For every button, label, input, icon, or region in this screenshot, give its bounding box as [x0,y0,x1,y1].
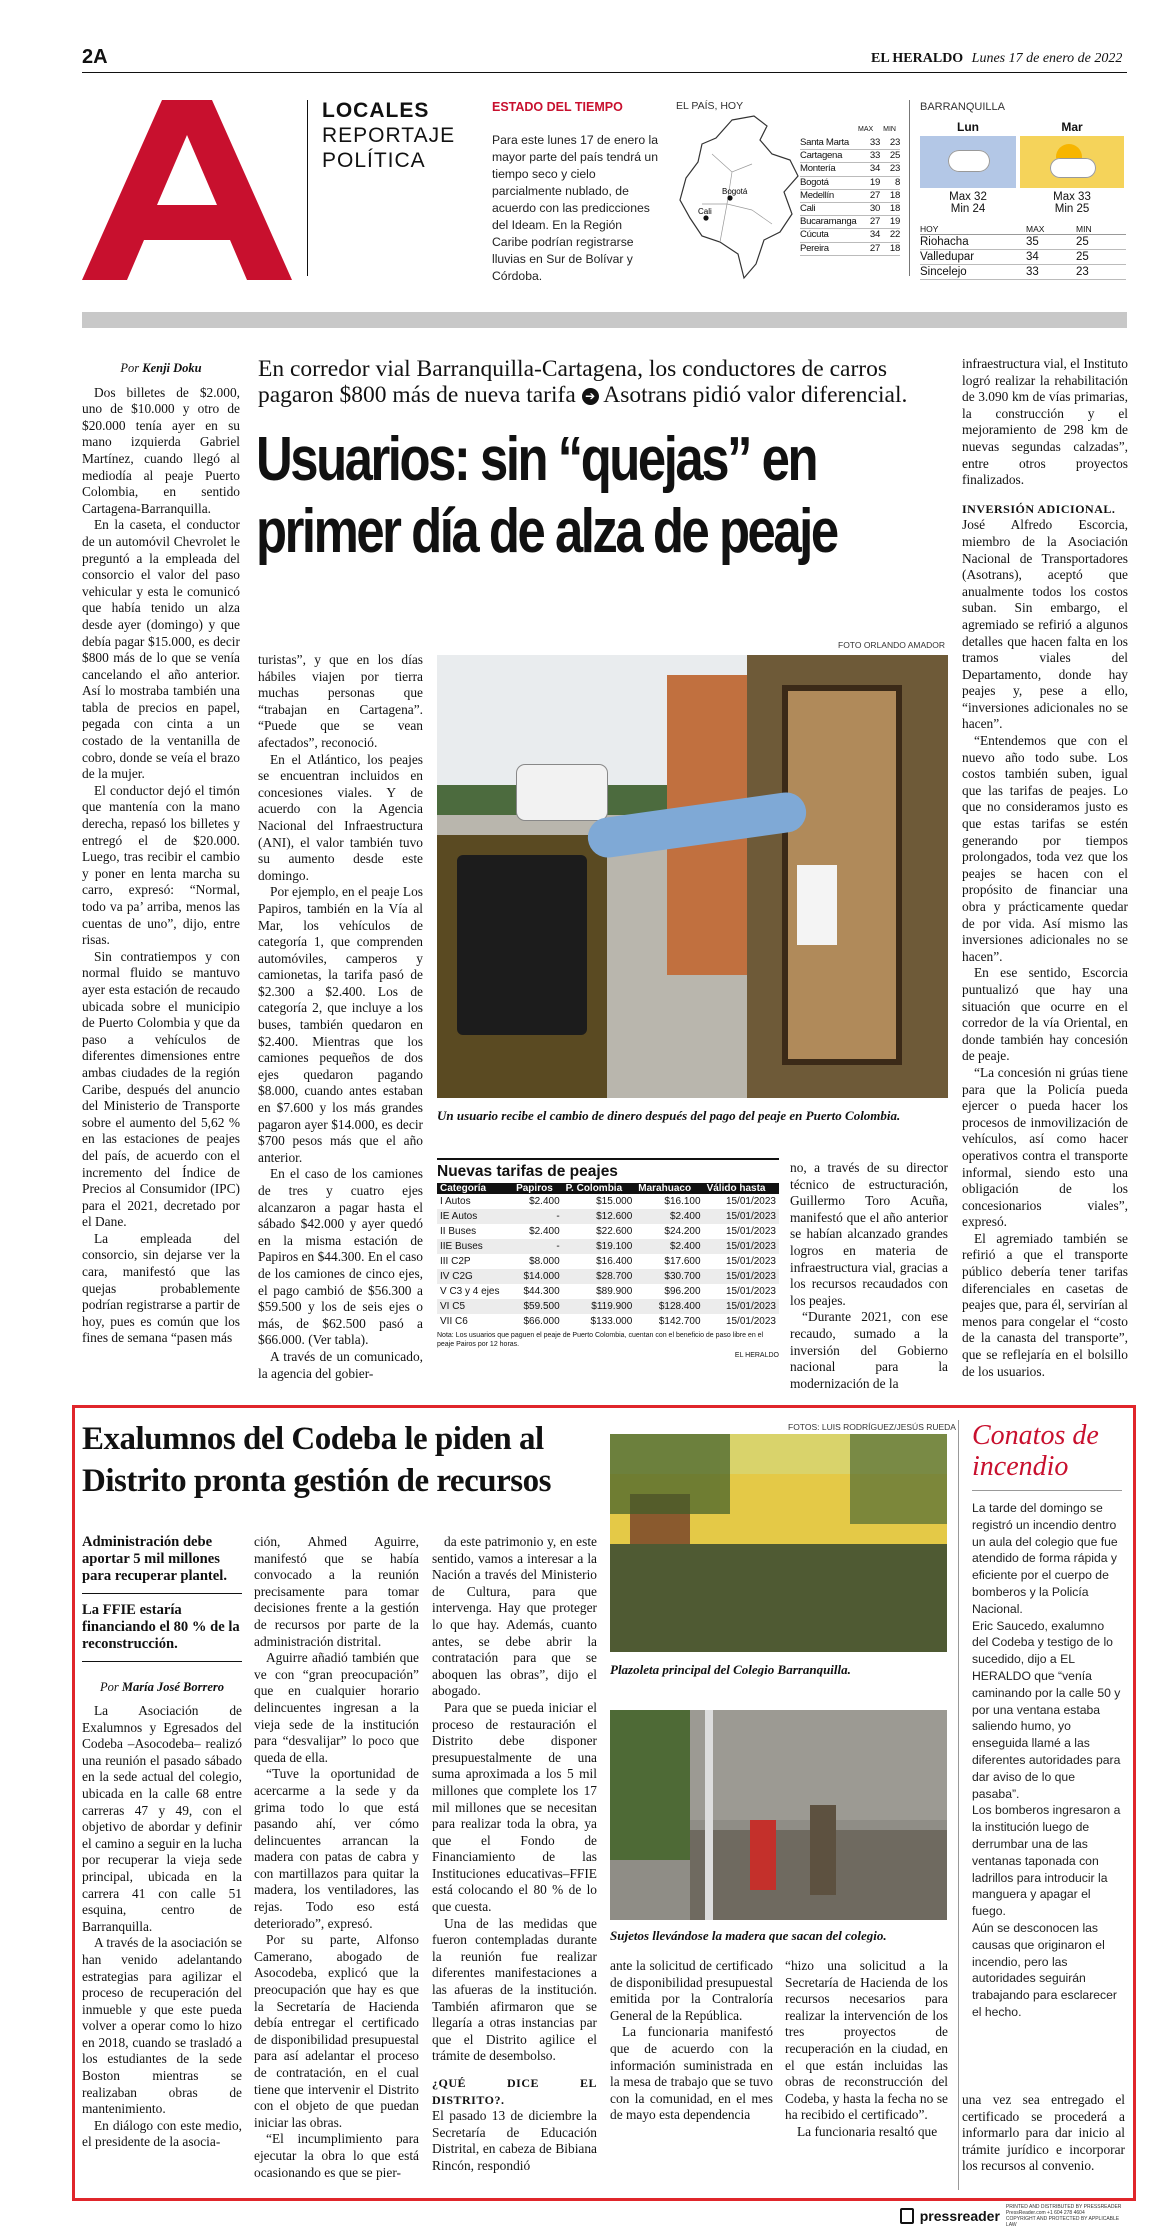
school-plaza-photo [610,1434,947,1652]
article2-column-6: una vez sea entregado el certificado se procederá a informarlo para dar inicio al trámite jurídico e incorporar los recursos al convenio. [962,2092,1125,2174]
today-city: Sincelejo [920,266,967,278]
tariff-table-title: Nuevas tarifas de peajes [437,1158,779,1181]
tariff-table-box [437,1158,779,1362]
article1-col4-intro: infraestructura vial, el Instituto logró realizar la rehabilitación de 3.090 km de vías primarias, la construcción y el mejoramiento de 298 km de nuevas segundas calzadas”, entre otros proyectos finalizados. [962,356,1128,488]
tariff-table [437,1183,779,1329]
article2-photo-credit: FOTOS: LUIS RODRÍGUEZ/JESÚS RUEDA [788,1422,956,1432]
map-label-bogota: Bogotá [722,187,748,196]
article2-column-2 [254,1534,419,2184]
section-reportaje[interactable]: REPORTAJE [322,124,456,147]
day-name: Lun [957,120,979,134]
colombia-map [672,114,802,282]
tariff-row [437,1194,779,1209]
section-divider [307,100,308,276]
sun-cloud-icon [1020,136,1124,188]
th-papiros: Papiros [516,1183,553,1194]
today-city: Valledupar [920,251,975,263]
city-temp-max: 27 [869,242,880,254]
sidebar-paragraph: Aún se desconocen las causas que originaron el incendio, pero las autoridades seguirán trabajando para esclarecer el hecho. [972,1920,1117,2019]
tariff-cell: III C2P [440,1256,471,1267]
tariff-cell: IV C2G [440,1271,473,1282]
tariff-row [437,1254,779,1269]
article2-paragraph: Para que se pueda iniciar el proceso de restauración el Distrito debe disponer presupuestalmente de una suma aproximada a los 5 mil millones que complete los 17 mil millones que se necesitan para realizar toda la obra, ya que el Fondo de Financiamiento de las Instituciones educativas–FFIE está colocando el 80 % de lo que cuesta. [432,1699,597,1915]
page-number: 2A [82,46,108,68]
tariff-table-source: EL HERALDO [734,1352,779,1359]
today-head-max: MAX [1026,224,1045,234]
tariff-cell: $15.000 [596,1196,633,1207]
col-max-label: MAX [857,126,874,133]
article1-paragraph: El conductor dejó el timón que mantenía con la mano derecha, repasó los billetes y entregó el de $20.000. Luego, tras recibir el cambio y poner en lenta marcha su carro, expresó: “Normal, todo va pa’ arriba, menos las cuentas de uno”, dijo, entre risas. [82,782,240,948]
tariff-cell: $17.600 [664,1256,701,1267]
header-rule [82,72,1127,73]
masthead [871,50,1122,67]
pressreader-brand: pressreader [919,2208,1000,2224]
city-temp-max: 27 [869,216,880,228]
article1-col4-section [962,501,1128,518]
today-max: 33 [1026,266,1039,278]
article2-paragraph: La Asociación de Exalumnos y Egresados del Codeba –Asocodeba– realizó una reunión el pasado sábado en la sede actual del colegio, ubicada en la calle 68 entre carreras 47 y 49, con el objetivo de abordar y definir el camino a seguir en la lucha por recuperar la vieja sede principal, ubicada en la carrera 41 con calle 51 esquina, centro de Barranquilla. [82,1703,242,1934]
today-row [920,235,1126,250]
sidebar-rule [972,1490,1122,1491]
tariff-cell: $142.700 [658,1316,701,1327]
tariff-cell: VI C5 [440,1301,466,1312]
city-temp-min: 18 [889,203,900,215]
city-temp-city: Cartagena [800,150,843,162]
day-forecast-lun [920,120,1016,224]
city-temp-city: Bucaramanga [800,216,857,228]
tariff-cell: $44.300 [523,1286,560,1297]
toll-booth-photo [437,655,948,1098]
sidebar-body [972,1500,1122,2021]
tariff-cell: $66.000 [523,1316,560,1327]
article2-paragraph: ante la solicitud de certificado de disponibilidad presupuestal emitida por la Contraloría General de la República. [610,1958,773,2023]
city-temp-min: 25 [889,150,900,162]
tariff-cell: 15/01/2023 [725,1286,776,1297]
city-temp-max: 34 [869,163,880,175]
tariff-cell: - [556,1241,560,1252]
tariff-cell: $16.100 [664,1196,701,1207]
tariff-row [437,1209,779,1224]
article2-paragraph: Una de las medidas que fueron contempladas durante la reunión fue realizar diferentes manifestaciones a las afueras de la institución. También afirmaron que se llegaría a otras instancias par que el Distrito agilice el trámite de desembolso. [432,1915,597,2064]
article1-paragraph: La empleada del consorcio, sin dejarse ver la cara, manifestó que las quejas probablemente podrían registrarse a partir de hoy, pues es común que los fines de semana “pasen más [82,1230,240,1346]
city-temp-min: 18 [889,242,900,254]
tariff-row [437,1299,779,1314]
section-locales[interactable]: LOCALES [322,99,430,122]
tariff-cell: $24.200 [664,1226,701,1237]
today-row [920,250,1126,265]
footer-line-3: COPYRIGHT AND PROTECTED BY APPLICABLE LAW [1005,2216,1120,2228]
sidebar-title: Conatos de incendio [972,1420,1099,1482]
city-temp-row [800,229,900,242]
map-label-cali: Cali [698,207,712,216]
temp-max: Max 33 [1053,191,1091,203]
tariff-cell: II Buses [440,1226,477,1237]
tariff-cell: IE Autos [440,1211,478,1222]
article2-paragraph: Por su parte, Alfonso Camerano, abogado de Asocodeba, explicó que la preocupación que hay es que la Secretaría de Hacienda debía entregar el certificado de disponibilidad presupuestal para así adelantar el proceso de contratación, en el cual tiene que intervenir el Distrito con el objeto de que puedan iniciar las obras. [254,1932,419,2130]
article1-column-3 [790,1160,948,1391]
sidebar-divider [958,1420,959,2190]
article2-column-1 [82,1534,242,2184]
tariff-cell: $2.400 [529,1226,560,1237]
th-marahuaco: Marahuaco [638,1183,692,1194]
cloud-sun-icon [920,136,1016,188]
tariff-cell: $96.200 [664,1286,701,1297]
header-gray-bar [82,312,1127,328]
article2-paragraph: Aguirre añadió también que ve con “gran preocupación” que en cualquier horario delincuentes ingresan a la vieja sede de la institución para “desvalijar” lo poco que queda de ella. [254,1650,419,1765]
city-temp-row [800,177,900,190]
tariff-cell: $22.600 [596,1226,633,1237]
local-title: BARRANQUILLA [920,101,1005,113]
city-temp-row [800,203,900,216]
weather-text: Para este lunes 17 de enero la mayor parte del país tendrá un tiempo seco y cielo parcialmente nublado, de acuerdo con las predicciones del Ideam. En la Región Caribe podrían registrarse lluvias en Sur de Bolívar y Córdoba. [492,133,659,283]
tariff-cell: 15/01/2023 [725,1256,776,1267]
tariff-cell: $119.900 [591,1301,633,1312]
article2-paragraph: “Tuve la oportunidad de acercarme a la sede y da grima todo lo que está pasando ahí, ver cómo delincuentes arrancan la madera con patas de cabra y con martillazos para quitar la madera, los ventiladores, las rejas. Todo eso está deteriorado”, expresó. [254,1766,419,1931]
paper-name: EL HERALDO [871,51,964,66]
day-forecast-mar [1020,120,1124,224]
city-temp-min: 8 [894,176,900,188]
map-dot-cali [703,215,708,220]
tariff-cell: $89.900 [596,1286,633,1297]
map-title: EL PAÍS, HOY [676,100,744,112]
tariff-row [437,1239,779,1254]
article1-paragraph: Dos billetes de $2.000, uno de $10.000 y otro de $20.000 tenía ayer en su mano izquierda Gabriel Martínez, cuando llegó al mediodía al peaje Puerto Colombia, en sentido Cartagena-Barranquilla. [82,384,240,516]
tariff-cell: 15/01/2023 [725,1226,776,1237]
article1-paragraph: no, a través de su director técnico de estructuración, Guillermo Toro Acuña, manifestó que el año anterior se habían alcanzado grandes logros en materia de infraestructura vial, gracias a los recursos recaudados con los peajes. [790,1160,948,1308]
th-valido: Válido hasta [706,1183,766,1194]
article1-headline: Usuarios: sin “quejas” en primer día de alza de peaje [256,425,837,566]
city-temp-city: Cali [800,203,816,215]
footer-line-1: PRINTED AND DISTRIBUTED BY PRESSREADER [1005,2204,1122,2210]
article1-byline: Por Kenji Doku [120,361,202,375]
temp-max: Max 32 [949,191,987,203]
article1-paragraph: El agremiado también se refirió a que el transporte público debería tener tarifas diferenciales en casetas de peajes que, para él, servirían al menos para congelar el “costo de la canasta del transporte”, que se reflejaría en el bolsillo de los usuarios. [962,1230,1128,1379]
tariff-cell: 15/01/2023 [725,1196,776,1207]
article2-paragraph: La funcionaria resaltó que [797,2123,938,2139]
tariff-cell: I Autos [440,1196,471,1207]
today-head-min: MIN [1076,224,1092,234]
article2-caption-1: Plazoleta principal del Colegio Barranquilla. [610,1662,851,1677]
article2-deck-1: Administración debe aportar 5 mil millones para recuperar plantel. [82,1534,242,1594]
article2-paragraph: La funcionaria manifestó que de acuerdo con la información suministrada en la mesa de trabajo que se tuvo con la comunidad, en el mes de mayo esta dependencia [610,2024,773,2123]
article1-paragraph: “Entendemos que con el nuevo año todo sube. Los costos también suben, igual que las tarifas de peajes. Lo que no consideramos justo es que estas tarifas se estén generando por tiempos prolongados, toda vez que los peajes se hacen con el propósito de financiar una obra y prácticamente quedar de por vida. Así mismo las inversiones adicionales no se hacen”. [962,733,1128,964]
weather-divider [909,100,910,276]
city-temp-min: 19 [889,216,900,228]
map-outline [680,116,798,278]
tariff-cell: $28.700 [596,1271,633,1282]
tariff-cell: 15/01/2023 [725,1316,776,1327]
city-temp-city: Montería [800,163,836,175]
tariff-cell: 15/01/2023 [725,1271,776,1282]
article1-subhead: INVERSIÓN ADICIONAL. [962,501,1116,516]
tariff-cell: VII C6 [440,1316,468,1327]
tariff-cell: - [556,1211,560,1222]
tariff-cell: $19.100 [596,1241,633,1252]
article1-paragraph: “Durante 2021, con ese recaudo, sumado a la inversión del Gobierno nacional para la modernización de la [790,1309,948,1391]
tariff-cell: $2.400 [669,1241,701,1252]
today-table [920,224,1126,280]
article2-headline: Exalumnos del Codeba le piden al Distrito pronta gestión de recursos [82,1421,551,1499]
map-dot-bogota [727,195,732,200]
article2-column-3 [432,1534,597,2184]
article2-subhead: ¿QUÉ DICE EL DISTRITO?. [432,2076,597,2107]
city-temp-min: 22 [889,229,900,241]
tariff-cell: $2.400 [669,1211,701,1222]
tariff-cell: $8.000 [529,1256,560,1267]
article2-caption-2: Sujetos llevándose la madera que sacan del colegio. [610,1928,887,1943]
article2-col3-tail: El pasado 13 de diciembre la Secretaría de Educación Distrital, en cabeza de Bibiana Rincón, respondió [432,2108,597,2173]
tariff-cell: $14.000 [523,1271,560,1282]
article1-paragraph: En el Atlántico, los peajes se encuentran incluidos en concesiones viales. Y de acuerdo con la Agencia Nacional del Infraestructura (ANI), el valor también tuvo su aumento desde este domingo. [258,751,423,883]
city-temp-city: Cúcuta [800,229,829,241]
tariff-cell: 15/01/2023 [725,1301,776,1312]
th-categoria: Categoría [440,1183,487,1194]
article1-column-2 [258,652,423,1381]
tariff-cell: V C3 y 4 ejes [440,1286,500,1297]
col-min-label: MIN [883,126,896,133]
article2-paragraph: “hizo una solicitud a la Secretaría de Hacienda de los recursos necesarios para realizar la intervención de los tres proyectos de recuperación en la ciudad, en el que están incluidas las obras de reconstrucción del Codeba, y hasta la fecha no se ha recibido el certificado”. [785,1958,948,2123]
article1-paragraph: turistas”, y que en los días hábiles viajen por tierra muchas personas que “trabajan en Cartagena”. “Puede que se vean afectados”, reconoció. [258,652,423,750]
tariff-row [437,1284,779,1299]
today-row [920,265,1126,280]
tariff-table-note: Nota: Los usuarios que paguen el peaje de Puerto Colombia, cuentan con el beneficio de paso libre en el peaje Pairos por 12 horas. [437,1332,764,1348]
temp-min: Min 25 [1054,203,1090,215]
article1-paragraph: Por ejemplo, en el peaje Los Papiros, también en la Vía al Mar, los vehículos de categoría 1, que comprenden automóviles, camperos y camionetas, la tarifa pasó de $2.300 a $2.400. Los de categoría 2, que incluye a los buses, también quedaron en $2.400. Mientras que los camiones pequeños de dos ejes quedaron pagando $8.000, cuando antes estaban en $7.600 y los más grandes pagaron ayer $14.000, es decir $700 pesos más que el año anterior. [258,884,423,1165]
tariff-cell: $2.400 [529,1196,560,1207]
city-temp-row [800,163,900,176]
city-temp-row [800,216,900,229]
city-temp-row [800,150,900,163]
sidebar-paragraph: Los bomberos ingresaron a la institución luego de derrumbar una de las ventanas taponada con ladrillos para introducir la manguera y apagar el fuego. [972,1803,1121,1919]
tariff-row [437,1269,779,1284]
city-temp-max: 33 [869,137,880,148]
tariff-table-header [437,1183,779,1194]
day-name: Mar [1061,120,1083,134]
city-temp-max: 34 [869,229,880,241]
wood-removal-photo [610,1710,947,1920]
footer-line-2: PressReader.com +1 604 278 4604 [1005,2210,1085,2216]
city-temp-min: 23 [889,137,900,148]
city-temp-max: 30 [869,203,880,215]
issue-date: Lunes 17 de enero de 2022 [971,51,1123,66]
city-temp-max: 33 [869,150,880,162]
city-temp-row [800,190,900,203]
tariff-cell: $128.400 [658,1301,701,1312]
weather-title: ESTADO DEL TIEMPO [492,100,623,114]
article2-paragraph: A través de la asociación se han venido adelantando estrategias para agilizar el proceso de recuperación del inmueble y que este pueda volver a operar como lo hizo en 2018, cuando se trasladó a los estudiantes de la sede Boston mientras se realizaban obras de mantenimiento. [82,1935,242,2117]
temp-min: Min 24 [950,203,986,215]
city-temp-city: Santa Marta [800,137,849,148]
tariff-cell: 15/01/2023 [725,1211,776,1222]
article1-photo-caption: Un usuario recibe el cambio de dinero después del pago del peaje en Puerto Colombia. [437,1108,901,1123]
tariff-cell: $12.600 [596,1211,633,1222]
article1-paragraph: Sin contratiempos y con normal fluido se mantuvo ayer esta estación de recaudo ubicada sobre el municipio de Puerto Colombia y que da paso a vehículos de diferentes dimensiones entre ambas ciudades de la región Caribe, después del anuncio del Ministerio de Transporte sobre el aumento del 5,62 % en las estaciones de peajes del país, de acuerdo con el incremento del Índice de Precios al Consumidor (IPC) para el 2021, decretado por el Dane. [82,948,240,1230]
today-min: 25 [1076,236,1089,248]
article1-kicker: En corredor vial Barranquilla-Cartagena, los conductores de carros pagaron $800 más de nueva tarifa ➔ Asotrans pidió valor diferencial. [258,356,908,408]
section-list [322,98,455,173]
today-head-city: HOY [920,224,939,234]
city-temp-city: Bogotá [800,176,829,188]
article1-column-1 [82,360,240,1360]
tariff-cell: $59.500 [523,1301,560,1312]
article2-paragraph: “El incumplimiento para ejecutar la obra lo que está ocasionando es que se pier- [254,2131,419,2180]
article1-paragraph: En la caseta, el conductor de un automóvil Chevrolet le preguntó a la empleada del consorcio el valor del paso vehicular y esta le comunicó que había tenido un alza desde ayer (domingo) y que debía pagar $15.000, es decir $800 más de lo que se venía cancelando el año anterior. Así lo mostraba también una tabla de precios en papel, pegada con cinta a un costado de la ventanilla de cobro, donde se veía el brazo de la mujer. [82,517,240,782]
pressreader-footer [900,2205,1128,2227]
city-temp-min: 23 [889,163,900,175]
section-politica[interactable]: POLÍTICA [322,149,426,172]
article1-paragraph: A través de un comunicado, la agencia del gobier- [258,1348,423,1381]
article2-paragraph: En diálogo con este medio, el presidente de la asocia- [82,2117,242,2150]
article1-column-4 [962,356,1128,1379]
article1-paragraph: En ese sentido, Escorcia puntualizó que hay una situación que ocurre en el corredor de la vía Oriental, en donde también hay concesión de peaje. [962,965,1128,1064]
city-temp-row [800,243,900,256]
city-temp-city: Medellín [800,189,834,201]
today-min: 23 [1076,266,1089,278]
article2-deck-2: La FFIE estaría financiando el 80 % de la reconstrucción. [82,1602,242,1662]
article2-paragraph: da este patrimonio y, en este sentido, vamos a interesar a la Nación a través del Ministerio de Cultura, para que intervenga. Hay que proteger lo que hay. Además, cuanto antes, se debe abrir la contratación para que se aboquen las obras”, dijo el abogado. [432,1534,597,1699]
article1-paragraph: “La concesión ni grúas tiene para que la Policía pueda ejercer o pueda hacer los procesos de inmovilización de vehículos, así como hacer operativos contra el transporte informal, siendo esto una obligación de los concesionarios viales”, expresó. [962,1064,1128,1230]
article2-column-4 [610,1958,773,2183]
tariff-row [437,1314,779,1329]
city-temp-city: Pereira [800,242,829,254]
tariff-cell: $30.700 [664,1271,701,1282]
tariff-cell: 15/01/2023 [725,1241,776,1252]
today-city: Riohacha [920,236,969,248]
sidebar-paragraph: La tarde del domingo se registró un incendio dentro un aula del colegio que fue atendido de forma rápida y eficiente por el cuerpo de bomberos y la Policía Nacional. [972,1501,1118,1616]
article1-paragraph: En el caso de los camiones de tres y cuatro ejes alcanzaron a pagar hasta el sábado $42.000 y ayer quedó en la misma estación de Papiros en $44.300. En el caso de los camiones de cinco ejes, el pago cambió de $56.300 a $59.500 y los de seis ejes o más, de $62.500 pasó a $66.000. (Ver tabla). [258,1166,423,1348]
city-temp-min: 18 [889,189,900,201]
tariff-row [437,1224,779,1239]
today-min: 25 [1076,251,1089,263]
today-max: 35 [1026,236,1039,248]
tariff-cell: $133.000 [590,1316,633,1327]
pressreader-logo-icon [900,2208,914,2224]
sidebar-paragraph: Eric Saucedo, exalumno del Codeba y testigo de lo sucedido, dijo a EL HERALDO que “venía caminando por la calle 50 y por una ventana estaba saliendo humo, yo enseguida llamé a las diferentes autoridades para dar aviso de lo que pasaba”. [972,1618,1121,1801]
city-temp-max: 19 [869,176,880,188]
th-pcolombia: P. Colombia [565,1183,623,1194]
city-temp-row [800,137,900,150]
tariff-cell: $16.400 [596,1256,633,1267]
today-max: 34 [1026,251,1039,263]
article2-column-5 [785,1958,948,2183]
article1-paragraph: José Alfredo Escorcia, miembro de la Asociación Nacional de Transportadores (Asotrans), aceptó que anualmente todos los costos suban. Sin embargo, el agremiado se refirió a algunos detalles que hacen falta en los tramos viales del Departamento, donde hay peajes y, pese a ello, “inversiones adicionales no se hacen”. [962,517,1128,732]
city-temp-max: 27 [869,189,880,201]
arrow-right-icon: ➔ [582,388,599,405]
tariff-cell: IIE Buses [440,1241,483,1252]
article2-paragraph: ción, Ahmed Aguirre, manifestó que se había convocado a la reunión precisamente para tomar decisiones frente a la gestión de recursos por parte de la administración distrital. [254,1534,419,1649]
article2-byline: Por María José Borrero [100,1680,224,1694]
city-temps-table [800,126,900,256]
section-logo-a [82,100,292,280]
article1-photo-credit: FOTO ORLANDO AMADOR [838,640,946,650]
